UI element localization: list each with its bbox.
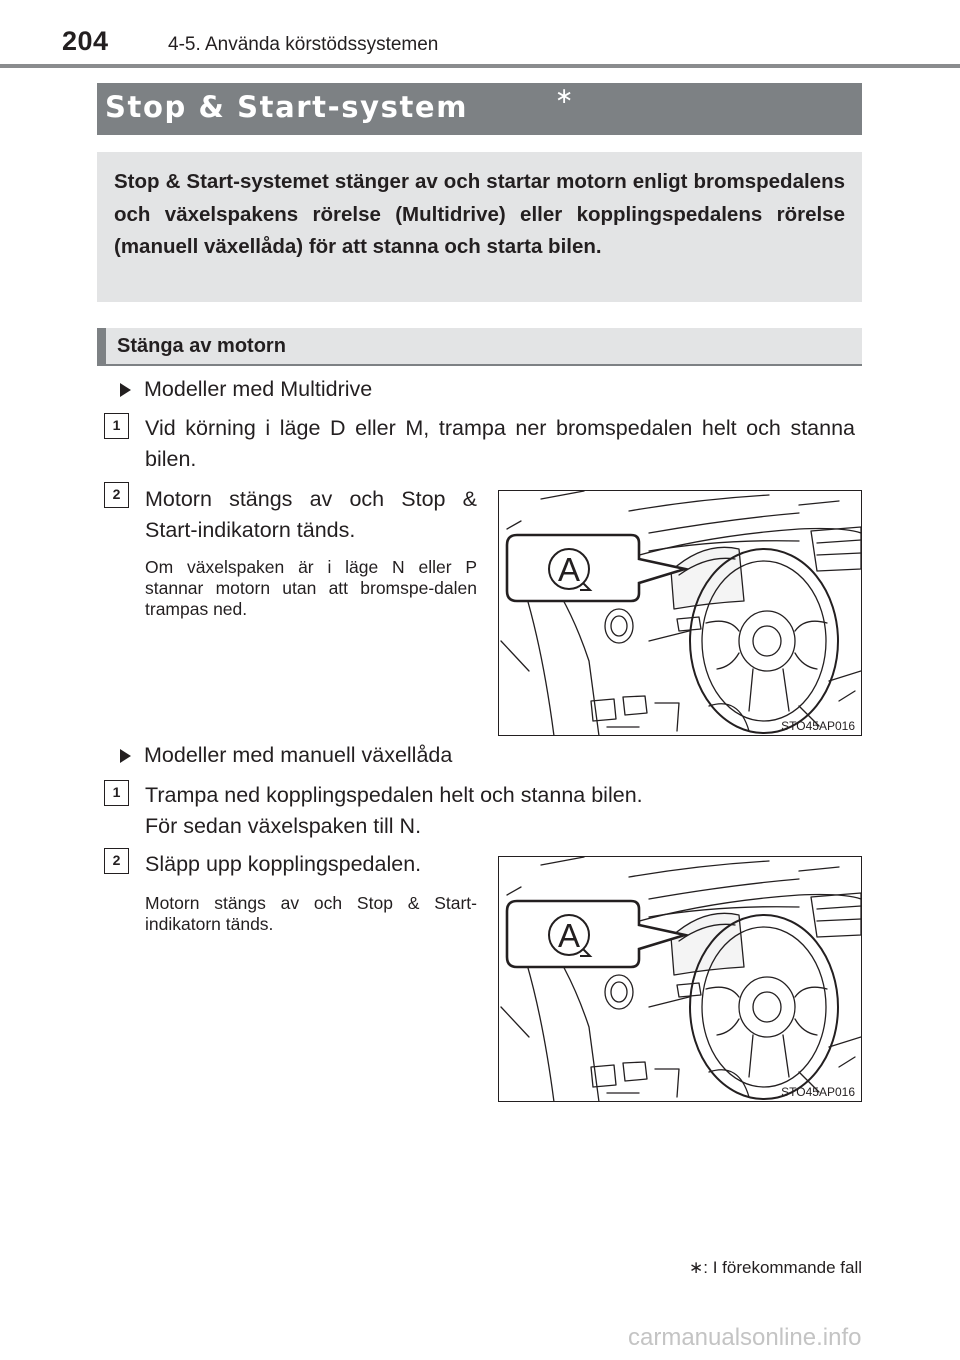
page-title: Stop & Start-system [105, 90, 469, 124]
footnote: ∗: I förekommande fall [689, 1258, 862, 1277]
step-badge: 2 [104, 482, 129, 508]
callout-letter: A [557, 917, 581, 954]
step-note: Om växelspaken är i läge N eller P stannar motorn utan att bromspe-dalen trampas ned. [145, 557, 477, 619]
callout-bubble [507, 901, 685, 967]
figure-code: STO45AP016 [781, 719, 855, 733]
multidrive-heading-label: Modeller med Multidrive [144, 377, 373, 401]
step-badge: 1 [104, 413, 129, 439]
triangle-bullet-icon [120, 383, 131, 397]
callout-letter: A [557, 551, 581, 588]
dashboard-illustration [499, 857, 862, 1102]
figure-code: STO45AP016 [781, 1085, 855, 1099]
title-footnote-marker: ∗ [555, 84, 574, 109]
section-title: 4-5. Använda körstödssystemen [168, 34, 439, 55]
intro-box [97, 152, 862, 302]
intro-text: Stop & Start-systemet stänger av och startar motorn enligt bromspedalens och växelspakens rörelse (Multidrive) eller kopplingspedalens rörelse (manuell växellåda) för att stanna och starta bilen. [114, 170, 845, 258]
subheading-accent [97, 328, 106, 364]
page-number: 204 [62, 26, 109, 56]
dashboard-figure [498, 490, 862, 736]
step-text-continued: För sedan växelspaken till N. [145, 814, 422, 838]
subheading [97, 328, 862, 366]
manual-heading-label: Modeller med manuell växellåda [144, 743, 453, 767]
step-text: Vid körning i läge D eller M, trampa ner bromspedalen helt och stanna bilen. [145, 416, 855, 471]
step-note: Motorn stängs av och Stop & Start-indikatorn tänds. [145, 893, 477, 934]
step-badge: 2 [104, 848, 129, 874]
dashboard-illustration [499, 491, 862, 736]
step-badge: 1 [104, 780, 129, 806]
header-divider [0, 64, 960, 68]
dashboard-figure [498, 856, 862, 1102]
subheading-text: Stänga av motorn [117, 335, 286, 357]
step-text: Släpp upp kopplingspedalen. [145, 852, 422, 876]
step-text: Motorn stängs av och Stop & Start-indikatorn tänds. [145, 487, 477, 542]
step-text: Trampa ned kopplingspedalen helt och stanna bilen. [145, 783, 643, 807]
callout-bubble [507, 535, 685, 601]
page-title-bar [97, 83, 862, 135]
watermark: carmanualsonline.info [628, 1324, 862, 1351]
triangle-bullet-icon [120, 749, 131, 763]
